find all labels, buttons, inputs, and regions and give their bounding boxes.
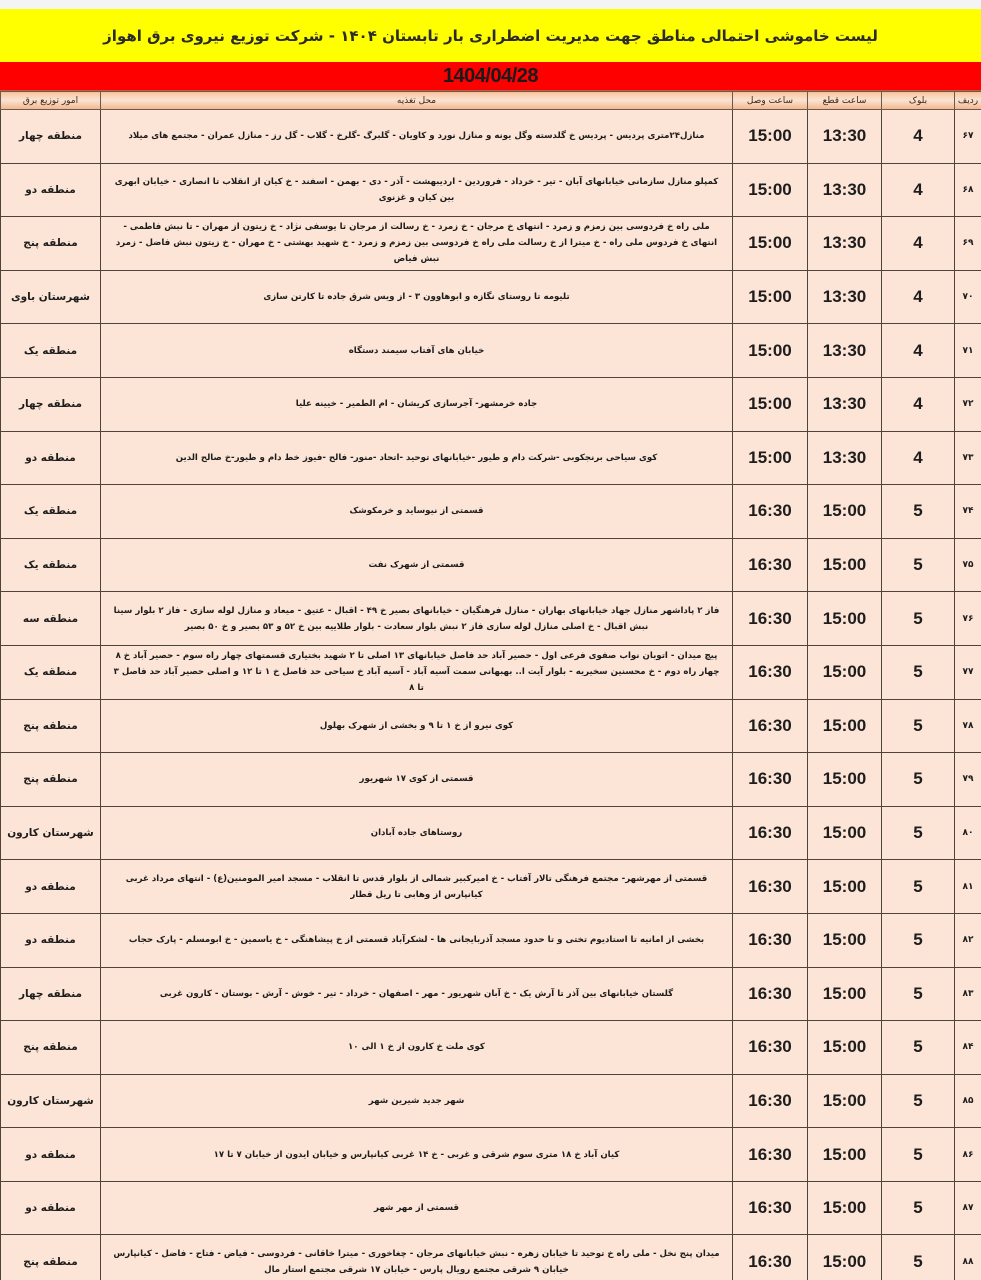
- cut-time: 15:00: [808, 860, 882, 914]
- col-header-location: محل تغذیه: [101, 92, 733, 110]
- cut-time: 15:00: [808, 967, 882, 1021]
- cut-time: 15:00: [808, 913, 882, 967]
- block-number: 5: [882, 1235, 955, 1280]
- table-row: [1, 217, 981, 271]
- reconnect-time: 16:30: [733, 1074, 808, 1128]
- distribution-area: منطقه پنج: [1, 753, 101, 807]
- col-header-rownum: ردیف: [955, 92, 981, 110]
- distribution-area: منطقه یک: [1, 538, 101, 592]
- cut-time: 13:30: [808, 431, 882, 485]
- reconnect-time: 16:30: [733, 913, 808, 967]
- distribution-area: منطقه پنج: [1, 1021, 101, 1075]
- feed-location: بخشی از امانیه تا استادیوم تختی و تا حدود مسجد آذربایجانی ها - لشکرآباد قسمتی از خ پیشاهنگی - خ یاسمین - خ ابومسلم - پارک حجاب: [101, 913, 733, 967]
- distribution-area: شهرستان کارون: [1, 1074, 101, 1128]
- row-number: ۶۹: [955, 217, 981, 271]
- schedule-date: 1404/04/28: [442, 64, 539, 87]
- block-number: 5: [882, 485, 955, 539]
- cut-time: 13:30: [808, 110, 882, 164]
- cut-time: 15:00: [808, 753, 882, 807]
- reconnect-time: 16:30: [733, 699, 808, 753]
- table-row: [1, 377, 981, 431]
- cut-time: 15:00: [808, 1021, 882, 1075]
- row-number: ۸۱: [955, 860, 981, 914]
- table-row: [1, 1181, 981, 1235]
- block-number: 4: [882, 110, 955, 164]
- table-row: [1, 860, 981, 914]
- block-number: 5: [882, 860, 955, 914]
- cut-time: 13:30: [808, 217, 882, 271]
- feed-location: تلیومه تا روستای نگازه و ابوهاوون ۳ - از ویس شرق جاده تا کارتن سازی: [101, 270, 733, 324]
- feed-location: قسمتی از نیوساید و خرمکوشک: [101, 485, 733, 539]
- distribution-area: شهرستان کارون: [1, 806, 101, 860]
- table-row: [1, 913, 981, 967]
- cut-time: 15:00: [808, 806, 882, 860]
- reconnect-time: 15:00: [733, 217, 808, 271]
- row-number: ۸۳: [955, 967, 981, 1021]
- row-number: ۸۲: [955, 913, 981, 967]
- row-number: ۷۴: [955, 485, 981, 539]
- distribution-area: منطقه دو: [1, 1181, 101, 1235]
- block-number: 5: [882, 699, 955, 753]
- cut-time: 15:00: [808, 485, 882, 539]
- distribution-area: منطقه چهار: [1, 967, 101, 1021]
- table-row: [1, 1074, 981, 1128]
- block-number: 5: [882, 913, 955, 967]
- reconnect-time: 16:30: [733, 1235, 808, 1280]
- cut-time: 15:00: [808, 699, 882, 753]
- block-number: 4: [882, 377, 955, 431]
- feed-location: فاز ۲ پاداشهر منازل جهاد خیابانهای بهاران - منازل فرهنگیان - خیابانهای بصیر خ ۴۹ - اقبال - عتیق - میعاد و منازل لوله سازی - فاز ۲ بلوار سینا نبش اقبال - خ اصلی منازل لوله سازی فاز ۲ نبش بلوار سعادت - بلوار طلاییه بین خ ۵۲ و ۵۳ بصیر و خ ۵۰ بصیر: [101, 592, 733, 646]
- table-row: [1, 163, 981, 217]
- feed-location: پیچ میدان - اتوبان نواب صفوی فرعی اول - حصیر آباد حد فاصل خیابانهای ۱۳ اصلی تا ۲ شهید بختیاری قسمتهای چهار راه سوم - حصیر آباد خ ۸ چهار راه دوم - خ محسنین سخیریه - بلوار آیت ا.. بهبهانی سمت آسیه آباد - آسیه آباد خ سیاحی حد فاصل خ ۱ تا ۱۲ و اصلی حصیر آباد حد فاصل ۳ تا ۸: [101, 645, 733, 699]
- cut-time: 15:00: [808, 592, 882, 646]
- reconnect-time: 16:30: [733, 645, 808, 699]
- top-strip: [0, 0, 981, 9]
- block-number: 5: [882, 753, 955, 807]
- table-row: [1, 324, 981, 378]
- date-banner: [0, 62, 981, 91]
- reconnect-time: 16:30: [733, 860, 808, 914]
- row-number: ۸۴: [955, 1021, 981, 1075]
- row-number: ۷۶: [955, 592, 981, 646]
- table-row: [1, 645, 981, 699]
- table-row: [1, 967, 981, 1021]
- reconnect-time: 16:30: [733, 1128, 808, 1182]
- reconnect-time: 16:30: [733, 753, 808, 807]
- col-header-cut-time: ساعت قطع: [808, 92, 882, 110]
- feed-location: کوی سیاحی برنجکوبی -شرکت دام و طیور -خیابانهای توحید -اتحاد -منور- فالح -فیوز خط دام و طیور-خ صالح الدین: [101, 431, 733, 485]
- reconnect-time: 16:30: [733, 806, 808, 860]
- distribution-area: منطقه چهار: [1, 110, 101, 164]
- row-number: ۷۰: [955, 270, 981, 324]
- distribution-area: منطقه دو: [1, 1128, 101, 1182]
- col-header-block: بلوک: [882, 92, 955, 110]
- feed-location: کوی ملت خ کارون از خ ۱ الی ۱۰: [101, 1021, 733, 1075]
- feed-location: منازل۲۴متری پردیس - پردیس خ گلدسته وگل یونه و منازل نورد و کاویان - گلبرگ -گلرخ - گلاب - گل رز - منازل عمران - مجتمع های میلاد: [101, 110, 733, 164]
- block-number: 5: [882, 1074, 955, 1128]
- reconnect-time: 15:00: [733, 377, 808, 431]
- block-number: 5: [882, 967, 955, 1021]
- outage-schedule-table: [0, 91, 981, 1280]
- distribution-area: منطقه دو: [1, 431, 101, 485]
- cut-time: 15:00: [808, 1074, 882, 1128]
- block-number: 5: [882, 1128, 955, 1182]
- distribution-area: منطقه سه: [1, 592, 101, 646]
- block-number: 5: [882, 592, 955, 646]
- feed-location: خیابان های آفتاب سیمند دستگاه: [101, 324, 733, 378]
- reconnect-time: 16:30: [733, 485, 808, 539]
- table-row: [1, 699, 981, 753]
- feed-location: کمپلو منازل سازمانی خیابانهای آبان - تیر - خرداد - فروردین - اردیبهشت - آذر - دی - بهمن - اسفند - خ کیان از انقلاب تا انصاری - خیابان ابهری بین کیان و غزنوی: [101, 163, 733, 217]
- distribution-area: شهرستان باوی: [1, 270, 101, 324]
- cut-time: 15:00: [808, 1235, 882, 1280]
- feed-location: قسمتی از مهرشهر- مجتمع فرهنگی تالار آفتاب - خ امیرکبیر شمالی از بلوار قدس تا انقلاب - مسجد امیر المومنین(ع) - انتهای مرداد غربی کیانپارس از وهابی تا ریل قطار: [101, 860, 733, 914]
- table-header-row: [1, 92, 981, 110]
- table-row: [1, 1235, 981, 1280]
- row-number: ۶۸: [955, 163, 981, 217]
- cut-time: 13:30: [808, 163, 882, 217]
- block-number: 4: [882, 270, 955, 324]
- table-row: [1, 1128, 981, 1182]
- block-number: 5: [882, 645, 955, 699]
- row-number: ۸۸: [955, 1235, 981, 1280]
- reconnect-time: 15:00: [733, 431, 808, 485]
- distribution-area: منطقه یک: [1, 485, 101, 539]
- cut-time: 13:30: [808, 324, 882, 378]
- feed-location: قسمتی از مهر شهر: [101, 1181, 733, 1235]
- row-number: ۶۷: [955, 110, 981, 164]
- reconnect-time: 15:00: [733, 270, 808, 324]
- page-title: لیست خاموشی احتمالی مناطق جهت مدیریت اضطراری بار تابستان ۱۴۰۴ - شرکت توزیع نیروی برق اهواز: [103, 26, 878, 45]
- row-number: ۷۵: [955, 538, 981, 592]
- block-number: 5: [882, 538, 955, 592]
- table-body: [1, 110, 981, 1280]
- feed-location: ملی راه خ فردوسی بین زمزم و زمرد - انتهای خ مرجان - خ زمرد - خ رسالت از مرجان تا یوسفی نژاد - خ زیتون از مهران - تا نبش فاطمی - انتهای خ فردوس ملی راه - خ میترا از خ رسالت ملی راه خ فردوسی بین زمزم و زمرد - خ شهید بهشتی - خ مهران - خ زیتون نبش فاضل - زمرد نبش فیاض: [101, 217, 733, 271]
- cut-time: 15:00: [808, 645, 882, 699]
- feed-location: قسمتی از کوی ۱۷ شهریور: [101, 753, 733, 807]
- cut-time: 15:00: [808, 1181, 882, 1235]
- block-number: 4: [882, 163, 955, 217]
- cut-time: 15:00: [808, 1128, 882, 1182]
- row-number: ۷۸: [955, 699, 981, 753]
- reconnect-time: 15:00: [733, 324, 808, 378]
- distribution-area: منطقه پنج: [1, 699, 101, 753]
- row-number: ۷۱: [955, 324, 981, 378]
- col-header-area: امور توزیع برق: [1, 92, 101, 110]
- table-row: [1, 1021, 981, 1075]
- distribution-area: منطقه دو: [1, 913, 101, 967]
- feed-location: میدان پنج نخل - ملی راه خ توحید تا خیابان زهره - نبش خیابانهای مرجان - چغاخوری - میترا خاقانی - فردوسی - فیاض - فتاح - فاضل - کیانپارس خیابان ۹ شرقی مجتمع رویال پارس - خیابان ۱۷ شرقی مجتمع استار مال: [101, 1235, 733, 1280]
- distribution-area: منطقه دو: [1, 163, 101, 217]
- distribution-area: منطقه دو: [1, 860, 101, 914]
- row-number: ۷۳: [955, 431, 981, 485]
- reconnect-time: 16:30: [733, 967, 808, 1021]
- title-banner: [0, 9, 981, 62]
- feed-location: قسمتی از شهرک نفت: [101, 538, 733, 592]
- feed-location: گلستان خیابانهای بین آذر تا آرش یک - خ آبان شهریور - مهر - اصفهان - خرداد - تیر - خوش - آرش - بوستان - کارون غربی: [101, 967, 733, 1021]
- cut-time: 13:30: [808, 377, 882, 431]
- row-number: ۷۹: [955, 753, 981, 807]
- row-number: ۸۷: [955, 1181, 981, 1235]
- reconnect-time: 16:30: [733, 1021, 808, 1075]
- cut-time: 15:00: [808, 538, 882, 592]
- table-row: [1, 753, 981, 807]
- table-row: [1, 806, 981, 860]
- block-number: 5: [882, 1181, 955, 1235]
- row-number: ۸۶: [955, 1128, 981, 1182]
- reconnect-time: 16:30: [733, 538, 808, 592]
- table-row: [1, 431, 981, 485]
- reconnect-time: 15:00: [733, 110, 808, 164]
- reconnect-time: 16:30: [733, 592, 808, 646]
- row-number: ۷۲: [955, 377, 981, 431]
- distribution-area: منطقه پنج: [1, 217, 101, 271]
- feed-location: جاده خرمشهر- آجرسازی کریشان - ام الطمیر - خیینه علیا: [101, 377, 733, 431]
- reconnect-time: 15:00: [733, 163, 808, 217]
- block-number: 4: [882, 324, 955, 378]
- block-number: 5: [882, 806, 955, 860]
- feed-location: روستاهای جاده آبادان: [101, 806, 733, 860]
- table-row: [1, 270, 981, 324]
- distribution-area: منطقه پنج: [1, 1235, 101, 1280]
- table-row: [1, 110, 981, 164]
- block-number: 4: [882, 217, 955, 271]
- row-number: ۸۰: [955, 806, 981, 860]
- table-row: [1, 485, 981, 539]
- block-number: 4: [882, 431, 955, 485]
- distribution-area: منطقه یک: [1, 645, 101, 699]
- feed-location: شهر جدید شیرین شهر: [101, 1074, 733, 1128]
- table-row: [1, 592, 981, 646]
- row-number: ۸۵: [955, 1074, 981, 1128]
- feed-location: کیان آباد خ ۱۸ متری سوم شرقی و غربی - خ ۱۴ غربی کیانپارس و خیابان ایدون از خیابان ۷ تا ۱۷: [101, 1128, 733, 1182]
- cut-time: 13:30: [808, 270, 882, 324]
- row-number: ۷۷: [955, 645, 981, 699]
- table-row: [1, 538, 981, 592]
- distribution-area: منطقه چهار: [1, 377, 101, 431]
- col-header-reconnect-time: ساعت وصل: [733, 92, 808, 110]
- feed-location: کوی نیرو از خ ۱ تا ۹ و بخشی از شهرک بهلول: [101, 699, 733, 753]
- distribution-area: منطقه یک: [1, 324, 101, 378]
- block-number: 5: [882, 1021, 955, 1075]
- reconnect-time: 16:30: [733, 1181, 808, 1235]
